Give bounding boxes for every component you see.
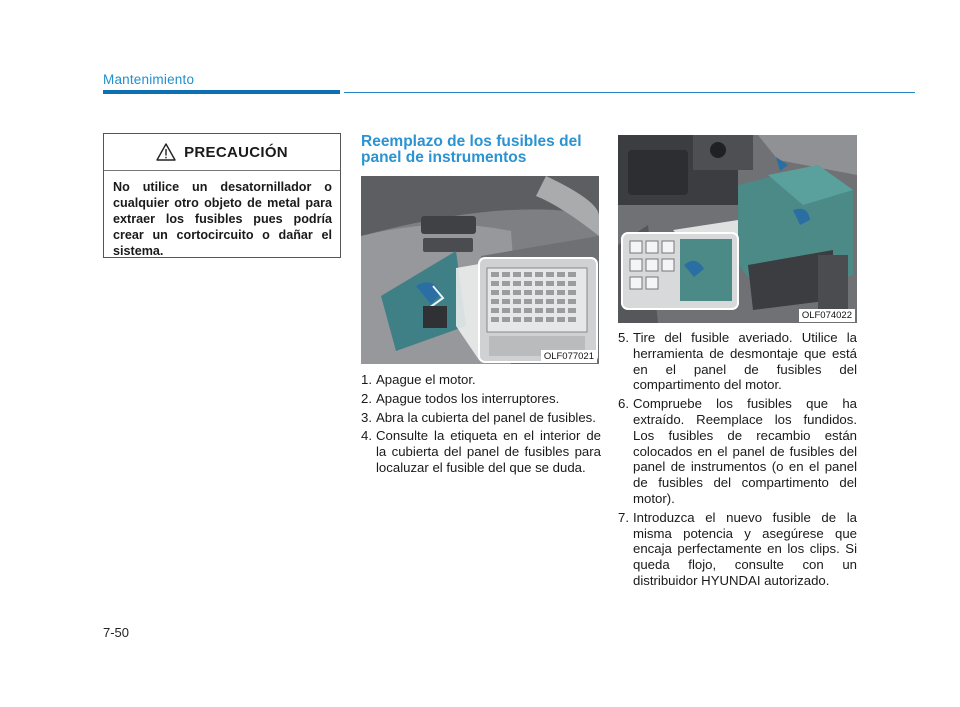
header-rule-thick xyxy=(103,90,340,94)
warning-triangle-icon xyxy=(156,143,176,161)
engine-bay-illustration xyxy=(618,135,857,323)
list-item: 6. Compruebe los fusibles que ha extraído. Reemplace los fundidos. Los fusibles de recambio están colocados en el panel de fusibles del panel de instrumentos (o en el panel de fusibles del compartimento del motor). xyxy=(618,396,857,506)
list-item: 5. Tire del fusible averiado. Utilice la herramienta de desmontaje que está en el panel de fusibles del compartimento del motor. xyxy=(618,330,857,393)
caution-text: No utilice un desatornillador o cualquier otro objeto de metal para extraer los fusibles pues podría crear un cortocircuito o dañar el sistema. xyxy=(113,180,332,258)
header-rule-thin xyxy=(344,92,915,93)
section-heading: Reemplazo de los fusibles del panel de instrumentos xyxy=(361,133,582,166)
dashboard-illustration xyxy=(361,176,599,364)
page-number: 7-50 xyxy=(103,625,130,640)
steps-left-column xyxy=(361,372,601,479)
engine-compartment-fuse-photo xyxy=(618,135,857,323)
caution-header xyxy=(104,134,340,171)
caution-box xyxy=(103,133,341,258)
list-item: 1. Apague el motor. xyxy=(361,372,476,387)
section-title: Mantenimiento xyxy=(103,72,195,87)
figure-code-left: OLF077021 xyxy=(541,350,597,363)
list-item: 2. Apague todos los interruptores. xyxy=(361,390,560,406)
list-item: 4. Consulte la etiqueta en el interior de la cubierta del panel de fusibles para localuzar el fusible del que se duda. xyxy=(361,428,601,475)
figure-code-right: OLF074022 xyxy=(799,309,855,322)
list-item: 3. Abra la cubierta del panel de fusibles. xyxy=(361,409,596,425)
list-item: 7. Introduzca el nuevo fusible de la misma potencia y asegúrese que encaja perfectamente en los clips. Si queda flojo, consulte con un distribuidor HYUNDAI autorizado. xyxy=(618,509,857,588)
caution-title: PRECAUCIÓN xyxy=(184,143,288,161)
steps-right-column xyxy=(618,330,857,592)
instrument-panel-fuse-photo xyxy=(361,176,599,364)
